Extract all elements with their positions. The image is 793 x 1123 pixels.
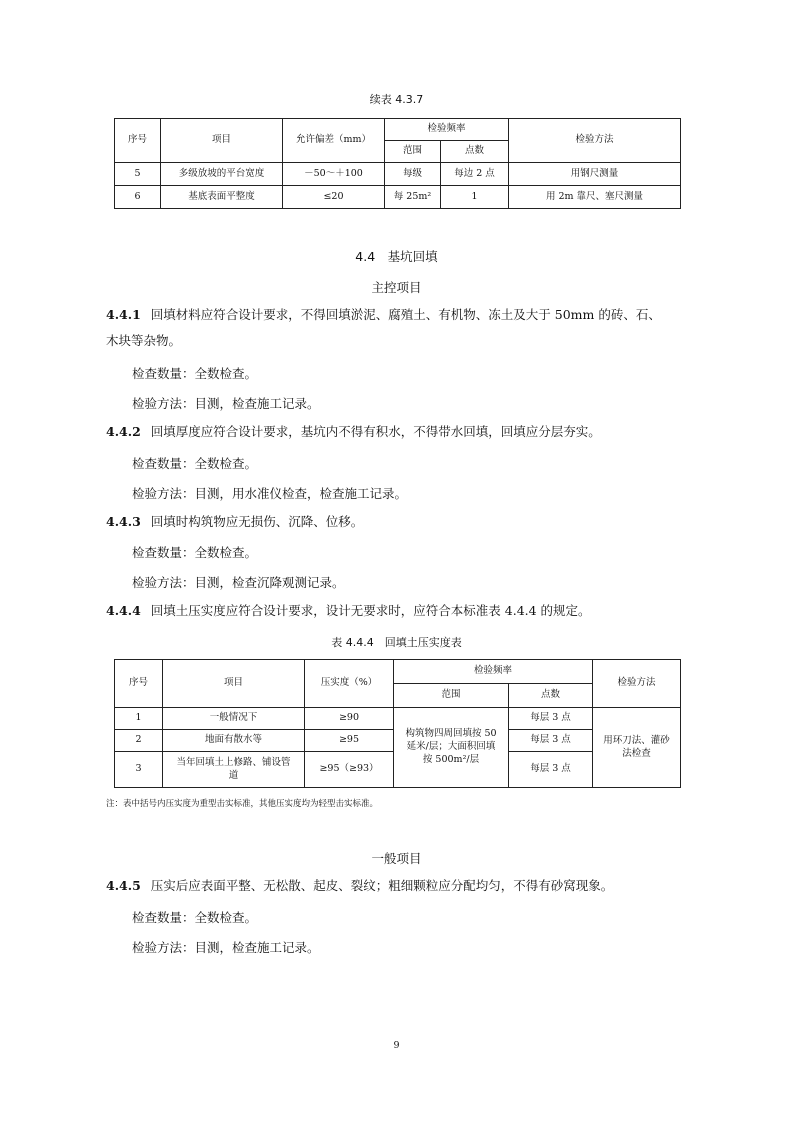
table1-header-method: 检验方法 <box>509 119 681 163</box>
table1-cell-points: 1 <box>441 186 509 209</box>
clause-4-4-2-method: 检验方法：目测，用水准仪检查，检查施工记录。 <box>132 486 408 501</box>
clause-4-4-3 <box>106 514 363 530</box>
table2-cell-compaction: ≥95 <box>305 730 394 752</box>
table1-cell-range: 每 25m² <box>385 186 441 209</box>
table2-note: 注：表中括号内压实度为重型击实标准，其他压实度均为轻型击实标准。 <box>106 799 379 809</box>
table2-cell-item: 地面有散水等 <box>163 730 305 752</box>
clause-4-4-5-method: 检验方法：目测，检查施工记录。 <box>132 940 320 955</box>
table1-cell-seq: 5 <box>115 163 161 186</box>
clause-4-4-3-method: 检验方法：目测，检查沉降观测记录。 <box>132 575 345 590</box>
table2-cell-seq: 1 <box>115 708 163 730</box>
table2-cell-item: 当年回填土上修路、铺设管道 <box>163 752 305 788</box>
clause-4-4-3-quantity: 检查数量：全数检查。 <box>132 545 258 560</box>
clause-text: 回填时构筑物应无损伤、沉降、位移。 <box>150 514 364 529</box>
table1-cell-tolerance: ≤20 <box>283 186 385 209</box>
table2-cell-item: 一般情况下 <box>163 708 305 730</box>
table2-header-frequency: 检验频率 <box>394 660 593 684</box>
table1-header-points: 点数 <box>441 141 509 163</box>
table1-header-seq: 序号 <box>115 119 161 163</box>
table2-header-points: 点数 <box>509 684 593 708</box>
table2-cell-points: 每层 3 点 <box>509 752 593 788</box>
table-row <box>115 163 681 186</box>
table1-header-frequency: 检验频率 <box>385 119 509 141</box>
table1 <box>114 118 681 209</box>
table1-cell-tolerance: －50～＋100 <box>283 163 385 186</box>
table2-cell-seq: 3 <box>115 752 163 788</box>
table2-cell-seq: 2 <box>115 730 163 752</box>
table-row <box>115 708 681 730</box>
table2-cell-points: 每层 3 点 <box>509 708 593 730</box>
clause-4-4-2 <box>106 424 601 440</box>
clause-number: 4.4.4 <box>106 603 141 618</box>
table2-header-compaction: 压实度（%） <box>305 660 394 708</box>
table1-cell-seq: 6 <box>115 186 161 209</box>
table2-header-seq: 序号 <box>115 660 163 708</box>
table1-cell-range: 每级 <box>385 163 441 186</box>
clause-4-4-1-method: 检验方法：目测，检查施工记录。 <box>132 396 320 411</box>
clause-number: 4.4.5 <box>106 878 141 893</box>
table1-cell-method: 用 2m 靠尺、塞尺测量 <box>509 186 681 209</box>
clause-number: 4.4.1 <box>106 307 141 322</box>
clause-text: 回填厚度应符合设计要求，基坑内不得有积水，不得带水回填，回填应分层夯实。 <box>150 424 601 439</box>
table2-header-range: 范围 <box>394 684 509 708</box>
clause-4-4-1-continued: 木块等杂物。 <box>106 333 182 348</box>
table1-cell-item: 多级放坡的平台宽度 <box>161 163 283 186</box>
section-title: 4.4 基坑回填 <box>355 249 438 264</box>
table2-caption: 表 4.4.4 回填土压实度表 <box>331 636 462 649</box>
table1-header-item: 项目 <box>161 119 283 163</box>
table1-cell-points: 每边 2 点 <box>441 163 509 186</box>
table2 <box>114 659 681 788</box>
clause-number: 4.4.2 <box>106 424 141 439</box>
table1-cell-method: 用钢尺测量 <box>509 163 681 186</box>
clause-text: 回填土压实度应符合设计要求，设计无要求时，应符合本标准表 4.4.4 的规定。 <box>150 603 591 618</box>
table2-cell-method-merged: 用环刀法、灌砂法检查 <box>593 708 681 788</box>
table2-cell-points: 每层 3 点 <box>509 730 593 752</box>
table2-cell-compaction: ≥95（≥93） <box>305 752 394 788</box>
clause-4-4-2-quantity: 检查数量：全数检查。 <box>132 456 258 471</box>
clause-text: 回填材料应符合设计要求，不得回填淤泥、腐殖土、有机物、冻土及大于 50mm 的砖、石、 <box>150 307 661 322</box>
clause-4-4-5-quantity: 检查数量：全数检查。 <box>132 910 258 925</box>
clause-4-4-4 <box>106 603 591 619</box>
clause-4-4-1-quantity: 检查数量：全数检查。 <box>132 366 258 381</box>
clause-text: 压实后应表面平整、无松散、起皮、裂纹；粗细颗粒应分配均匀，不得有砂窝现象。 <box>150 878 614 893</box>
main-control-heading: 主控项目 <box>371 280 422 295</box>
table-row <box>115 186 681 209</box>
table2-cell-compaction: ≥90 <box>305 708 394 730</box>
table2-header-method: 检验方法 <box>593 660 681 708</box>
general-heading: 一般项目 <box>371 851 422 866</box>
table1-cell-item: 基底表面平整度 <box>161 186 283 209</box>
clause-4-4-1 <box>106 307 661 323</box>
table2-cell-range-merged: 构筑物四周回填按 50 延米/层；大面积回填按 500m²/层 <box>394 708 509 788</box>
table2-header-item: 项目 <box>163 660 305 708</box>
page-number: 9 <box>393 1040 400 1051</box>
table1-caption: 续表 4.3.7 <box>369 93 424 106</box>
clause-4-4-5 <box>106 878 613 894</box>
table1-header-range: 范围 <box>385 141 441 163</box>
clause-number: 4.4.3 <box>106 514 141 529</box>
table1-header-tolerance: 允许偏差（mm） <box>283 119 385 163</box>
